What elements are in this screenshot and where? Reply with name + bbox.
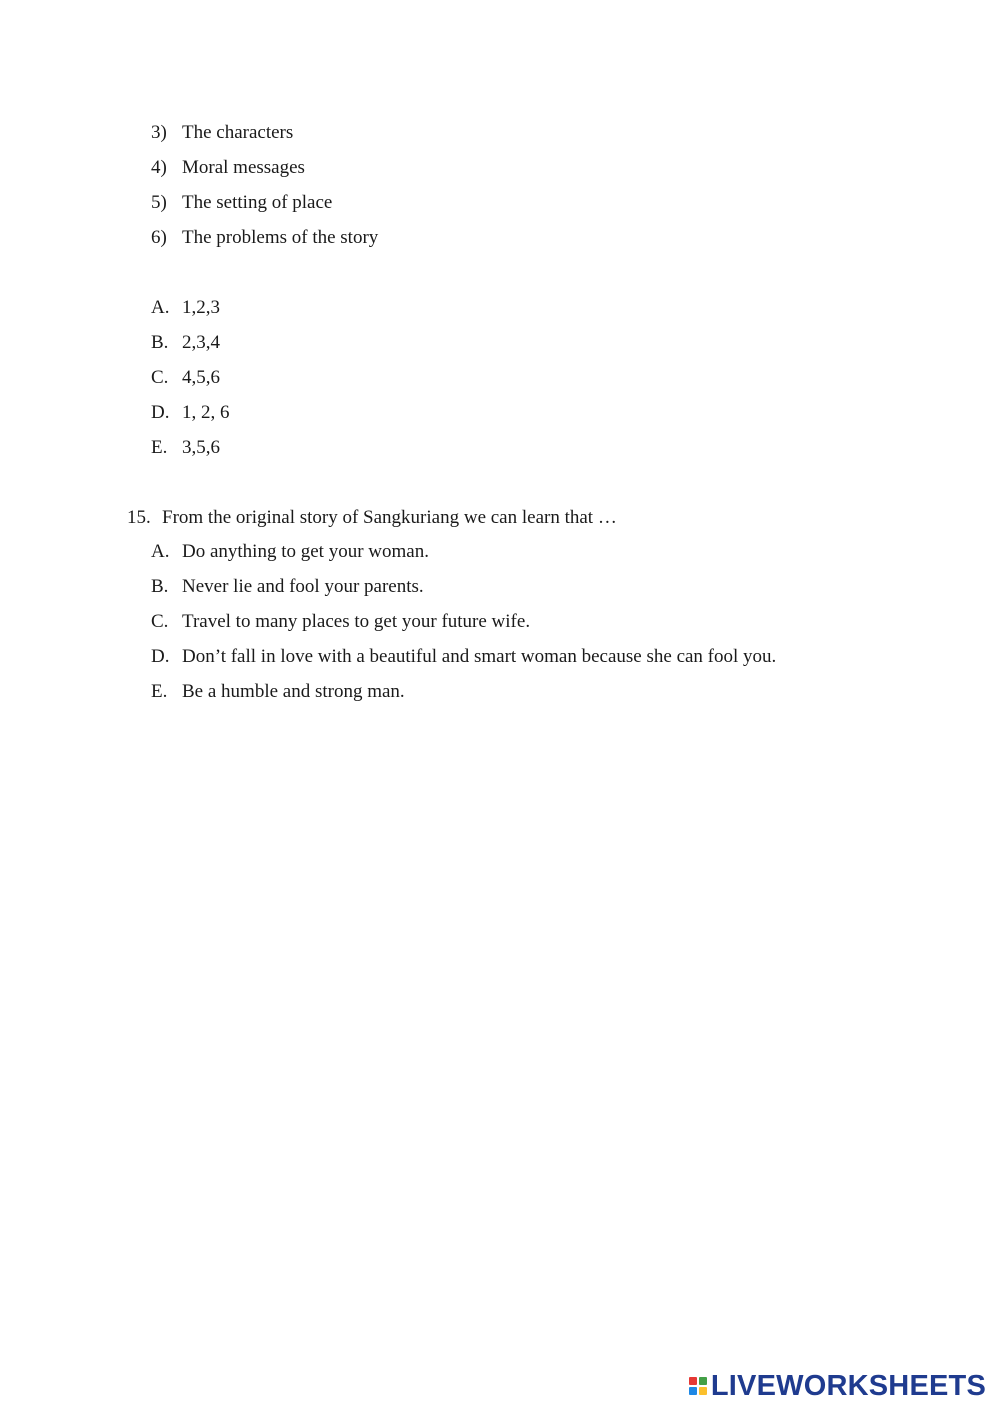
option-text: Travel to many places to get your future wife. [182, 611, 531, 632]
logo-square-icon [689, 1387, 697, 1395]
option-text: Never lie and fool your parents. [182, 576, 424, 597]
criteria-number: 5) [151, 192, 167, 213]
option-text: 3,5,6 [182, 437, 220, 458]
option-letter: B. [151, 576, 169, 597]
logo-square-icon [699, 1387, 707, 1395]
option-text: 2,3,4 [182, 332, 220, 353]
logo-squares-icon [689, 1377, 707, 1395]
option-text: 4,5,6 [182, 367, 220, 388]
option-letter: E. [151, 437, 168, 458]
criteria-number: 6) [151, 227, 167, 248]
option-text: Do anything to get your woman. [182, 541, 429, 562]
option-letter: C. [151, 611, 169, 632]
option-text: Don’t fall in love with a beautiful and smart woman because she can fool you. [182, 646, 777, 667]
option-letter: A. [151, 541, 170, 562]
logo-square-icon [699, 1377, 707, 1385]
logo-square-icon [689, 1377, 697, 1385]
criteria-text: The problems of the story [182, 227, 379, 248]
option-letter: D. [151, 646, 170, 667]
criteria-text: The setting of place [182, 192, 333, 213]
criteria-number: 3) [151, 122, 167, 143]
liveworksheets-logo [689, 1369, 986, 1403]
option-letter: A. [151, 297, 170, 318]
option-text: 1,2,3 [182, 297, 220, 318]
option-text: Be a humble and strong man. [182, 681, 405, 702]
criteria-text: The characters [182, 122, 294, 143]
question-text: From the original story of Sangkuriang we can learn that … [162, 507, 617, 528]
option-letter: C. [151, 367, 169, 388]
logo-text: LIVEWORKSHEETS [710, 1370, 986, 1402]
criteria-text: Moral messages [182, 157, 305, 178]
criteria-number: 4) [151, 157, 167, 178]
option-letter: D. [151, 402, 170, 423]
question-number: 15. [127, 507, 151, 528]
option-letter: B. [151, 332, 169, 353]
option-letter: E. [151, 681, 168, 702]
option-text: 1, 2, 6 [182, 402, 230, 423]
